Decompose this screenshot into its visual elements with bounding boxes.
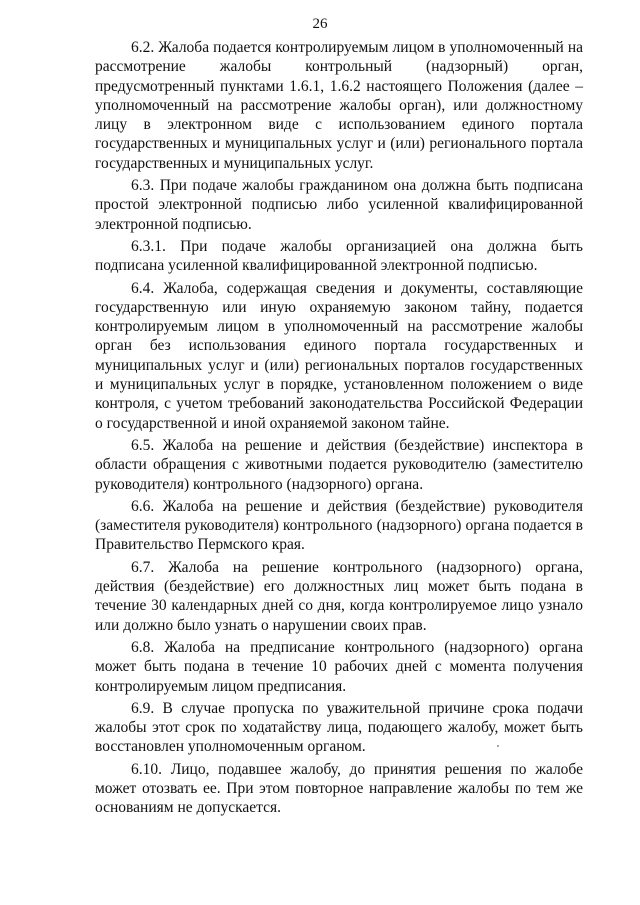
scan-speck	[497, 745, 499, 747]
paragraph-6-3-1: 6.3.1. При подаче жалобы организацией она должна быть подписана усиленной квалифицированной электронной подписью.	[95, 237, 583, 275]
paragraph-6-3: 6.3. При подаче жалобы гражданином она должна быть подписана простой электронной подписью либо усиленной квалифицированной электронной подписью.	[95, 177, 583, 233]
page-number: 26	[312, 16, 328, 32]
paragraph-6-6: 6.6. Жалоба на решение и действия (бездействие) руководителя (заместителя руководителя) контрольного (надзорного) органа подается в Правительство Пермского края.	[95, 497, 583, 554]
document-body	[95, 38, 583, 821]
paragraph-6-8: 6.8. Жалоба на предписание контрольного (надзорного) органа может быть подана в течение 10 рабочих дней с момента получения контролируемым лицом предписания.	[95, 638, 583, 695]
paragraph-6-9: 6.9. В случае пропуска по уважительной причине срока подачи жалобы этот срок по ходатайству лица, подающего жалобу, может быть восстановлен уполномоченным органом.	[95, 699, 583, 756]
paragraph-6-4: 6.4. Жалоба, содержащая сведения и документы, составляющие государственную или иную охраняемую законом тайну, подается контролируемым лицом в уполномоченный на рассмотрение жалобы орган без использования единого портала государственных и муниципальных услуг и (или) региональных порталов государственных и муниципальных услуг в порядке, установленном положением о виде контроля, с учетом требований законодательства Российской Федерации о государственной и иной охраняемой законом тайне.	[95, 279, 583, 432]
paragraph-6-10: 6.10. Лицо, подавшее жалобу, до принятия решения по жалобе может отозвать ее. При этом повторное направление жалобы по тем же основаниям не допускается.	[95, 760, 583, 817]
paragraph-6-7: 6.7. Жалоба на решение контрольного (надзорного) органа, действия (бездействие) его должностных лиц может быть подана в течение 30 календарных дней со дня, когда контролируемое лицо узнало или должно было узнать о нарушении своих прав.	[95, 558, 583, 634]
paragraph-6-5: 6.5. Жалоба на решение и действия (бездействие) инспектора в области обращения с животными подается руководителю (заместителю руководителя) контрольного (надзорного) органа.	[95, 436, 583, 493]
paragraph-6-2: 6.2. Жалоба подается контролируемым лицом в уполномоченный на рассмотрение жалобы контрольный (надзорный) орган, предусмотренный пунктами 1.6.1, 1.6.2 настоящего Положения (далее – уполномоченный на рассмотрение жалобы орган), или должностному лицу в электронном виде с использованием единого портала государственных и муниципальных услуг и (или) регионального портала государственных и муниципальных услуг.	[95, 39, 583, 172]
